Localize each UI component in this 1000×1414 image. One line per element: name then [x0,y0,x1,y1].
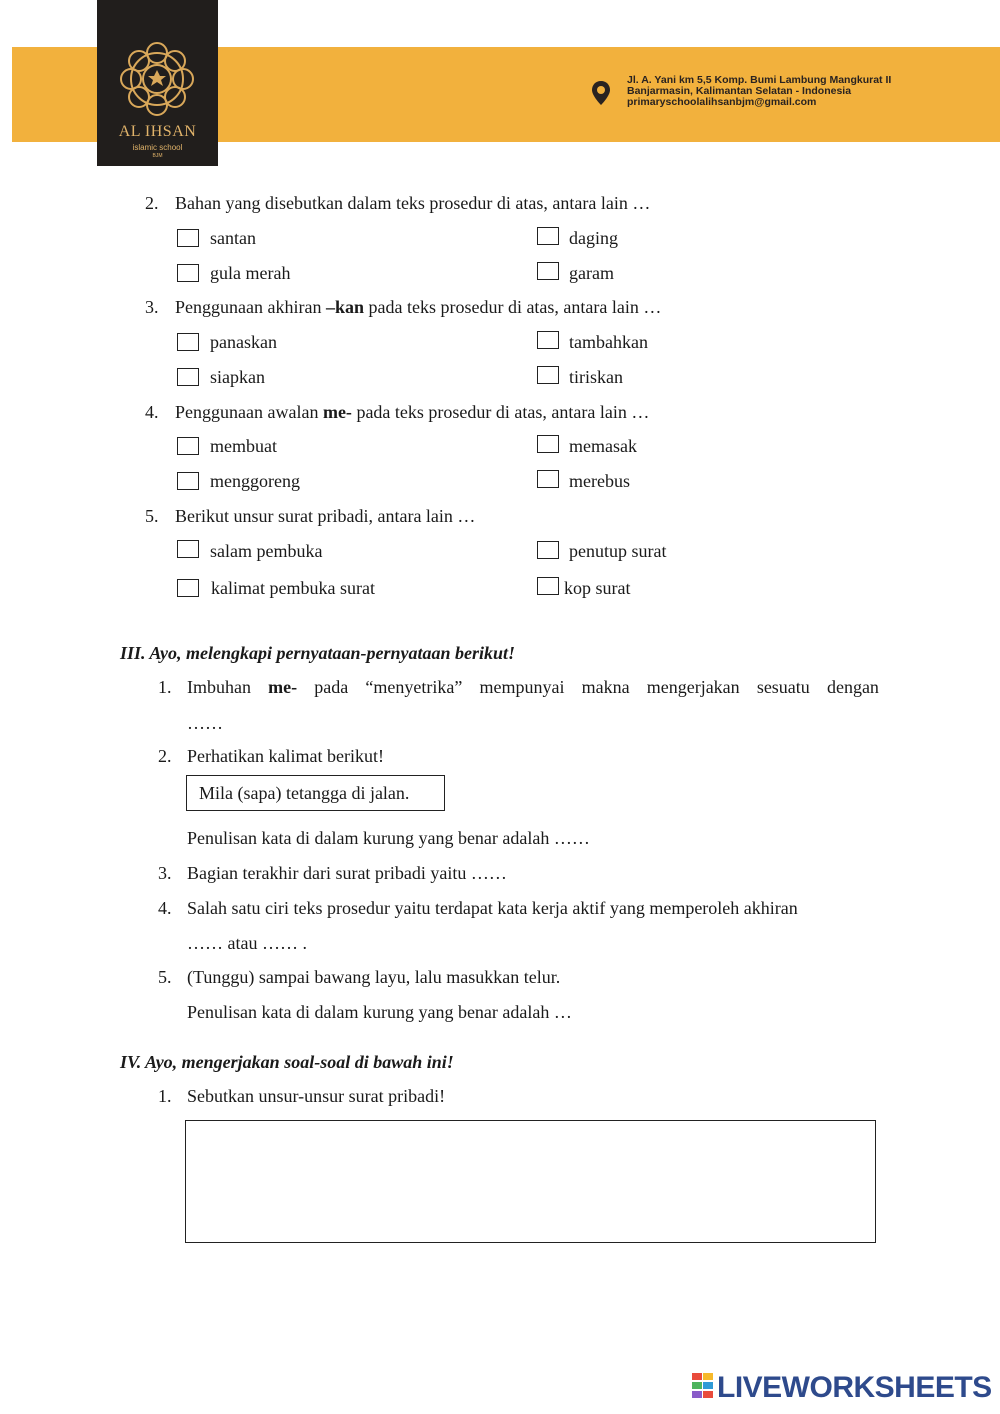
option-label: penutup surat [569,541,667,561]
question-text: Sebutkan unsur-unsur surat pribadi! [187,1086,446,1106]
option-label: kop surat [564,578,631,598]
option-label: salam pembuka [210,541,323,561]
checkbox[interactable] [537,470,559,488]
school-address [627,75,891,108]
school-subtitle: islamic school [132,143,183,152]
question-text: Salah satu ciri teks prosedur yaitu terdapat kata kerja aktif yang memperoleh akhiran [187,898,798,918]
option-label: tiriskan [569,367,623,387]
address-line: Jl. A. Yani km 5,5 Komp. Bumi Lambung Mangkurat II [627,74,892,86]
section-heading: III. Ayo, melengkapi pernyataan-pernyataan berikut! [120,643,516,663]
word: pada [314,677,349,697]
checkbox[interactable] [177,264,199,282]
word: dengan [826,677,879,697]
school-logo [97,0,218,166]
option-label: garam [569,263,614,283]
answer-blank[interactable]: …… [187,713,223,733]
word: mengerjakan [646,677,740,697]
option-label: santan [210,228,256,248]
answer-blank[interactable]: …… atau …… . [187,933,307,953]
question-text: (Tunggu) sampai bawang layu, lalu masukkan telur. [187,967,561,987]
checkbox[interactable] [537,435,559,453]
option-label: siapkan [210,367,265,387]
question-number: 2. [145,193,159,213]
checkbox[interactable] [177,368,199,386]
checkbox[interactable] [537,227,559,245]
school-name: AL IHSAN [118,123,197,140]
checkbox[interactable] [537,262,559,280]
question-number: 4. [158,898,172,918]
question-text: Penggunaan awalan me- pada teks prosedur di atas, antara lain … [175,402,650,422]
question-number: 3. [145,297,159,317]
option-label: panaskan [210,332,277,352]
word: “menyetrika” [365,677,463,697]
question-number: 5. [158,967,172,987]
checkbox[interactable] [537,331,559,349]
question-number: 1. [158,1086,172,1106]
question-text: Penulisan kata di dalam kurung yang benar adalah … [187,1002,572,1022]
option-label: daging [569,228,618,248]
word: sesuatu [756,677,810,697]
answer-textbox[interactable] [185,1120,876,1243]
option-label: menggoreng [210,471,300,491]
question-text: Berikut unsur surat pribadi, antara lain … [175,506,476,526]
checkbox[interactable] [177,229,199,247]
question-text: Penggunaan akhiran –kan pada teks prosedur di atas, antara lain … [175,297,662,317]
question-number: 5. [145,506,159,526]
question-number: 2. [158,746,172,766]
question-number: 1. [158,677,172,697]
option-label: kalimat pembuka surat [211,578,375,598]
question-text: Bahan yang disebutkan dalam teks prosedur di atas, antara lain … [175,193,651,213]
liveworksheets-brand: LIVEWORKSHEETS [717,1371,992,1404]
option-label: memasak [569,436,637,456]
checkbox[interactable] [177,333,199,351]
option-label: merebus [569,471,630,491]
word: makna [581,677,630,697]
address-line: Banjarmasin, Kalimantan Selatan - Indonesia [627,85,852,97]
checkbox[interactable] [537,541,559,559]
star-ornament-icon [105,34,210,124]
email-line: primaryschoolalihsanbjm@gmail.com [627,96,817,108]
question-text: Perhatikan kalimat berikut! [187,746,384,766]
question-text: Bagian terakhir dari surat pribadi yaitu …… [187,863,507,883]
question-text [187,677,879,697]
checkbox[interactable] [177,472,199,490]
question-text: Penulisan kata di dalam kurung yang benar adalah …… [187,828,590,848]
checkbox[interactable] [177,540,199,558]
option-label: membuat [210,436,277,456]
school-tag: BJM [152,153,163,159]
liveworksheets-logo-icon [692,1373,714,1399]
example-sentence-box: Mila (sapa) tetangga di jalan. [186,775,445,811]
question-number: 4. [145,402,159,422]
section-heading: IV. Ayo, mengerjakan soal-soal di bawah ini! [120,1052,454,1072]
word: me- [268,677,298,697]
checkbox[interactable] [177,579,199,597]
checkbox[interactable] [537,577,559,595]
checkbox[interactable] [177,437,199,455]
checkbox[interactable] [537,366,559,384]
option-label: tambahkan [569,332,648,352]
question-number: 3. [158,863,172,883]
option-label: gula merah [210,263,291,283]
word: mempunyai [479,677,565,697]
word: Imbuhan [187,677,251,697]
location-pin-icon [591,80,611,106]
